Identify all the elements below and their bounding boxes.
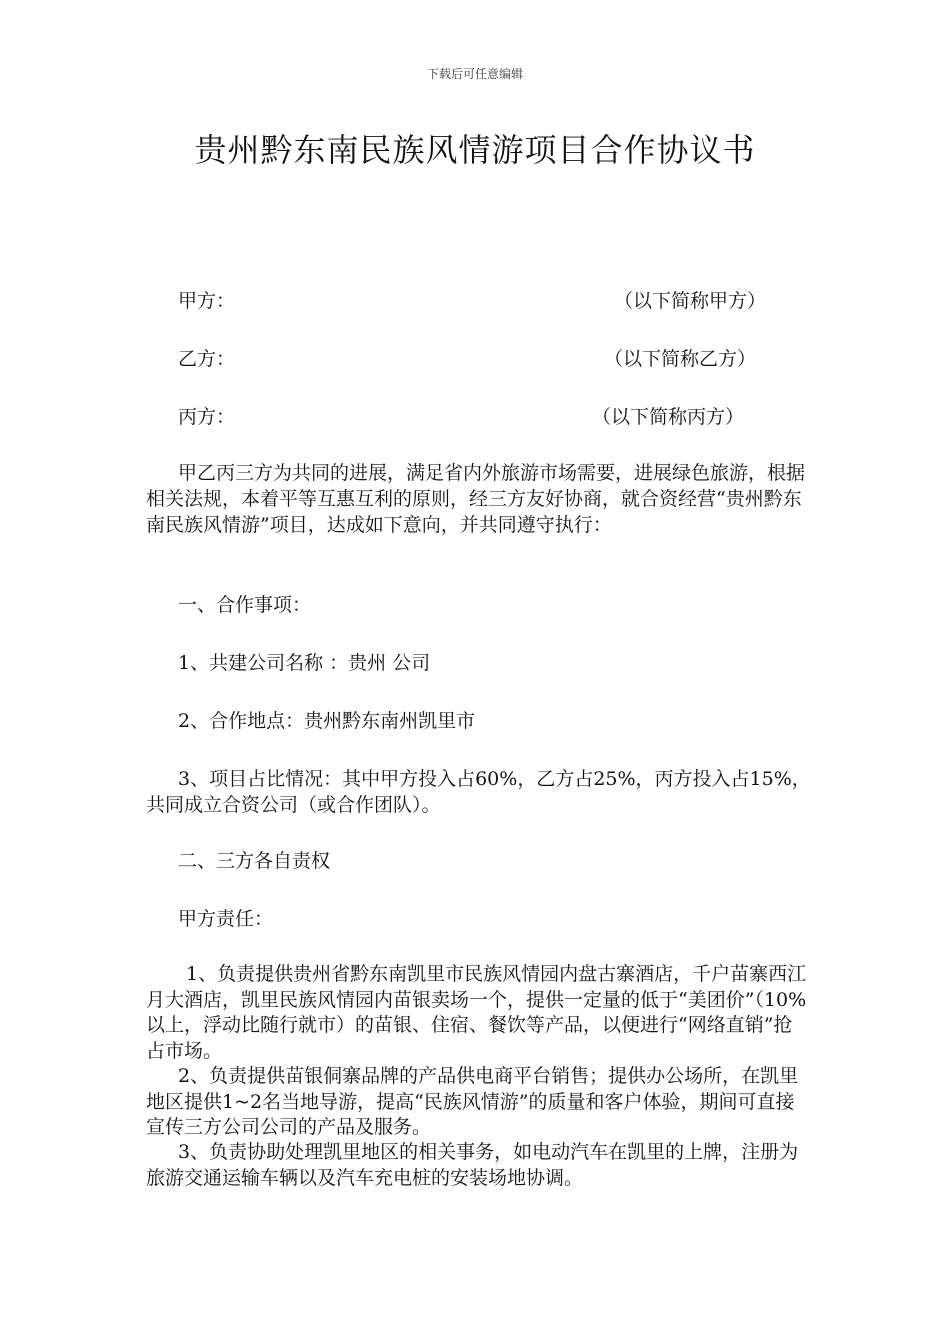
party-a-duty-1: 1、负责提供贵州省黔东南凯里市民族风情园内盘古寨酒店，千户苗寨西江月大酒店，凯里民族风情园内苗银卖场一个，提供一定量的低于“美团价”（10%以上，浮动比随行就市）的苗银、住宿、餐饮等产品，以便进行“网络直销”抢占市场。 [146,963,807,1062]
section1-item2: 2、合作地点：贵州黔东南州凯里市 [178,710,476,732]
party-b-abbrev: （以下简称乙方） [604,348,757,370]
intro-paragraph: 甲乙丙三方为共同的进展，满足省内外旅游市场需要，进展绿色旅游，根据相关法规，本着平等互惠互利的原则，经三方友好协商，就合资经营“贵州黔东南民族风情游”项目，达成如下意向，并共同遵守执行： [146,462,806,536]
party-a-label: 甲方： [178,290,236,312]
party-c-label: 丙方： [178,406,236,428]
header-note: 下载后可任意编辑 [426,67,523,81]
section1-item1: 1、共建公司名称 ：贵州 公司 [178,652,431,674]
document-title: 贵州黔东南民族风情游项目合作协议书 [194,131,756,169]
section2-heading: 二、三方各自责权 [178,850,331,872]
section1-heading: 一、合作事项： [178,594,312,616]
party-a-abbrev: （以下简称甲方） [614,290,767,312]
section1-item3: 3、项目占比情况：其中甲方投入占60%，乙方占25%，丙方投入占15%，共同成立合资公司（或合作团队）。 [146,768,811,816]
party-a-duty-3: 3、负责协助处理凯里地区的相关事务，如电动汽车在凯里的上牌，注册为旅游交通运输车辆以及汽车充电桩的安装场地协调。 [146,1141,799,1189]
party-c-abbrev: （以下简称丙方） [592,406,745,428]
party-a-duties-heading: 甲方责任： [178,908,274,930]
party-a-duty-2: 2、负责提供苗银侗寨品牌的产品供电商平台销售；提供办公场所，在凯里地区提供1~2名当地导游，提高“民族风情游”的质量和客户体验，期间可直接宣传三方公司公司的产品及服务。 [146,1065,799,1138]
party-b-label: 乙方： [178,348,236,370]
